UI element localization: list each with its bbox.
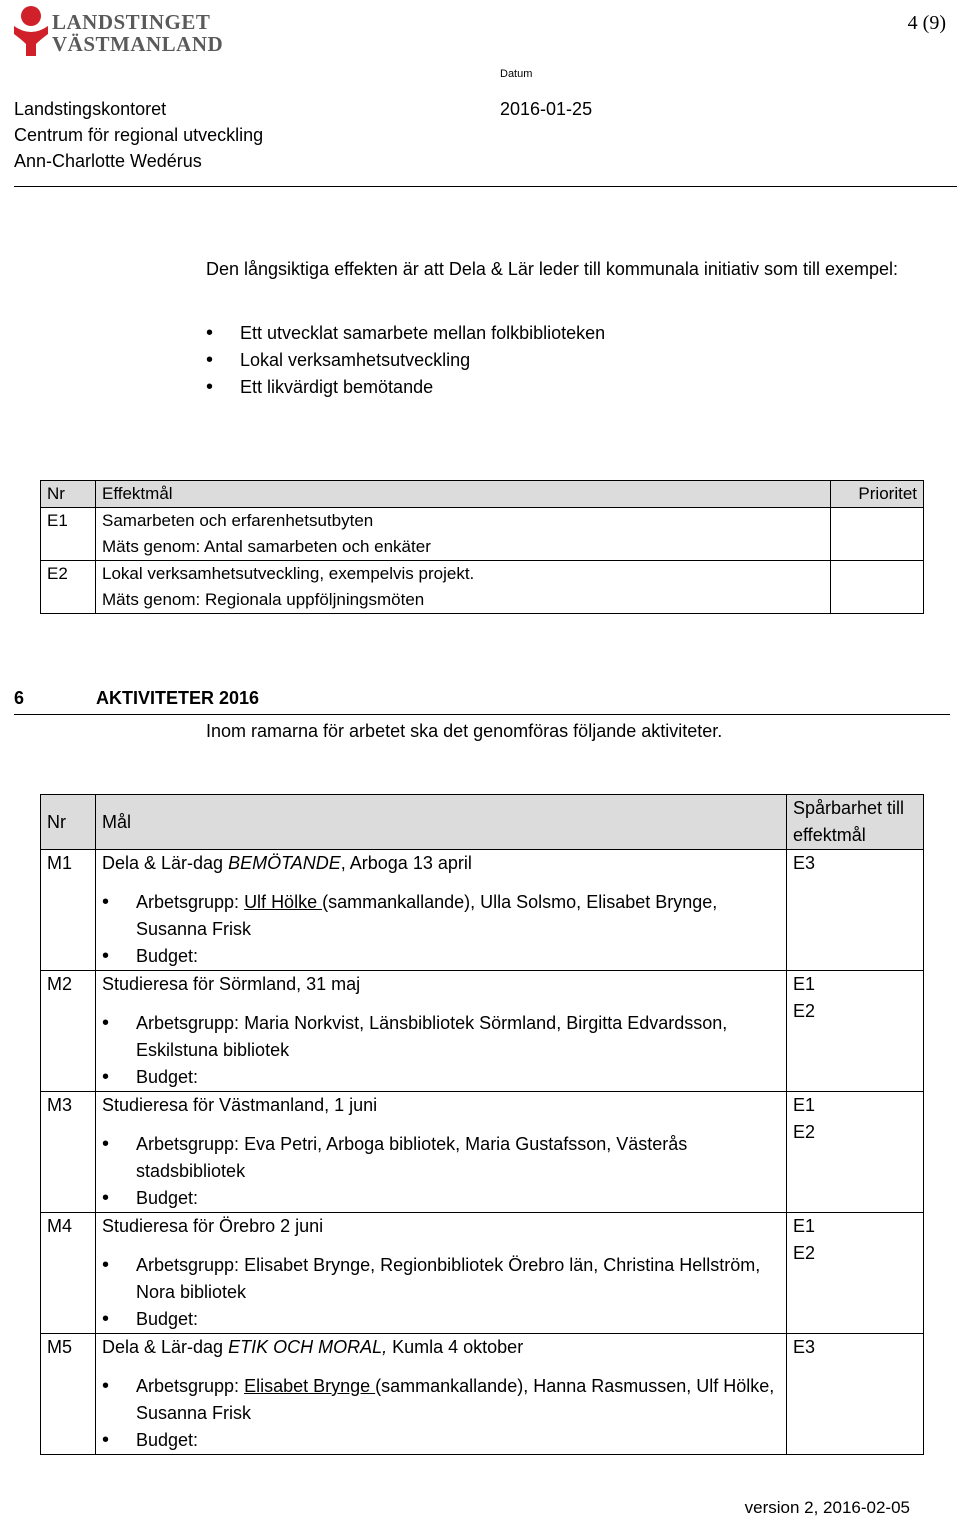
row-traceability: E1 E2: [787, 971, 924, 1092]
organization-logo: [12, 4, 224, 56]
working-group: • Arbetsgrupp: Elisabet Brynge, Regionbibliotek Örebro län, Christina Hellström, Nora bibliotek: [102, 1252, 780, 1306]
activity-title: Dela & Lär-dag ETIK OCH MORAL, Kumla 4 oktober: [102, 1337, 524, 1357]
activity-title: Studieresa för Örebro 2 juni: [102, 1216, 324, 1236]
intro-paragraph: Den långsiktiga effekten är att Dela & Lär leder till kommunala initiativ som till exempel:: [206, 259, 898, 279]
heart-person-icon: [12, 4, 50, 56]
row-nr: M4: [41, 1213, 96, 1334]
activity-details: [102, 1252, 780, 1333]
section-divider: [14, 714, 950, 715]
row-nr: M2: [41, 971, 96, 1092]
author-name: Ann-Charlotte Wedérus: [14, 151, 202, 171]
row-nr: E2: [41, 561, 96, 614]
header-traceability: Spårbarhet till effektmål: [787, 795, 924, 850]
list-item: • Lokal verksamhetsutveckling: [206, 347, 906, 374]
working-group: • Arbetsgrupp: Ulf Hölke (sammankallande), Ulla Solsmo, Elisabet Brynge, Susanna Frisk: [102, 889, 780, 943]
working-group: • Arbetsgrupp: Maria Norkvist, Länsbibliotek Sörmland, Birgitta Edvardsson, Eskilstuna bibliotek: [102, 1010, 780, 1064]
goal-measure: Mäts genom: Regionala uppföljningsmöten: [102, 590, 425, 609]
budget: • Budget:: [102, 1185, 780, 1212]
goal-measure: Mäts genom: Antal samarbeten och enkäter: [102, 537, 431, 556]
table-row: [41, 1092, 924, 1213]
table-row: [41, 971, 924, 1092]
row-goal: [96, 561, 831, 614]
table-row: [41, 508, 924, 561]
section-intro: Inom ramarna för arbetet ska det genomföras följande aktiviteter.: [206, 721, 723, 741]
page-number: 4 (9): [907, 12, 946, 34]
row-activity: [96, 1334, 787, 1455]
budget: • Budget:: [102, 943, 780, 970]
org-department: Centrum för regional utveckling: [14, 125, 264, 145]
date-label: Datum: [500, 68, 533, 80]
goal-text: Lokal verksamhetsutveckling, exempelvis projekt.: [102, 564, 475, 583]
header-effect-goal: Effektmål: [96, 481, 831, 508]
table-header-row: [41, 481, 924, 508]
list-item: • Ett utvecklat samarbete mellan folkbiblioteken: [206, 320, 906, 347]
row-activity: [96, 971, 787, 1092]
activity-details: [102, 1010, 780, 1091]
header-goal: Mål: [96, 795, 787, 850]
section-title: AKTIVITETER 2016: [96, 688, 260, 708]
row-traceability: E1 E2: [787, 1092, 924, 1213]
table-header-row: [41, 795, 924, 850]
row-priority: [831, 561, 924, 614]
row-activity: [96, 1213, 787, 1334]
section-number: 6: [14, 688, 25, 708]
row-priority: [831, 508, 924, 561]
row-activity: [96, 1092, 787, 1213]
document-version: version 2, 2016-02-05: [744, 1498, 910, 1517]
header-nr: Nr: [41, 481, 96, 508]
activity-details: [102, 1131, 780, 1212]
working-group: • Arbetsgrupp: Elisabet Brynge (sammankallande), Hanna Rasmussen, Ulf Hölke, Susanna Frisk: [102, 1373, 780, 1427]
org-name: Landstingskontoret: [14, 99, 167, 119]
row-traceability: E1 E2: [787, 1213, 924, 1334]
logo-text-line1: LANDSTINGET: [52, 10, 211, 34]
effect-goals-table: [40, 480, 924, 614]
table-row: [41, 1213, 924, 1334]
activity-details: [102, 889, 780, 970]
header-priority: Prioritet: [831, 481, 924, 508]
activity-details: [102, 1373, 780, 1454]
header-nr: Nr: [41, 795, 96, 850]
row-nr: E1: [41, 508, 96, 561]
goal-text: Samarbeten och erfarenhetsutbyten: [102, 511, 374, 530]
budget: • Budget:: [102, 1306, 780, 1333]
activity-title: Studieresa för Västmanland, 1 juni: [102, 1095, 378, 1115]
activities-table: [40, 794, 924, 1455]
intro-bullet-list: [206, 320, 906, 401]
activity-title: Dela & Lär-dag BEMÖTANDE, Arboga 13 april: [102, 853, 472, 873]
working-group: • Arbetsgrupp: Eva Petri, Arboga bibliotek, Maria Gustafsson, Västerås stadsbibliotek: [102, 1131, 780, 1185]
document-date: 2016-01-25: [500, 99, 593, 119]
row-traceability: E3: [787, 1334, 924, 1455]
table-row: [41, 1334, 924, 1455]
table-row: [41, 850, 924, 971]
row-traceability: E3: [787, 850, 924, 971]
budget: • Budget:: [102, 1064, 780, 1091]
row-nr: M5: [41, 1334, 96, 1455]
activity-title: Studieresa för Sörmland, 31 maj: [102, 974, 361, 994]
table-row: [41, 561, 924, 614]
budget: • Budget:: [102, 1427, 780, 1454]
row-nr: M3: [41, 1092, 96, 1213]
list-item: • Ett likvärdigt bemötande: [206, 374, 906, 401]
row-goal: [96, 508, 831, 561]
row-activity: [96, 850, 787, 971]
logo-text-line2: VÄSTMANLAND: [52, 32, 224, 56]
row-nr: M1: [41, 850, 96, 971]
header-divider: [14, 186, 957, 187]
